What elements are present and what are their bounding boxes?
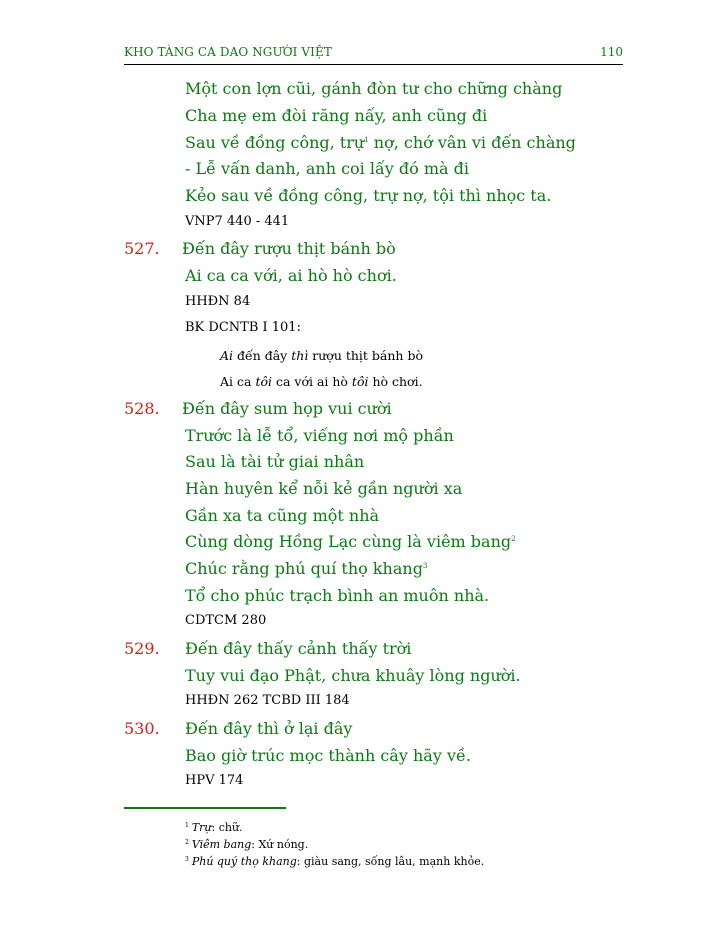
verse-line: Cha mẹ em đòi răng nấy, anh cũng đi [185,106,488,125]
verse-line: Bao giờ trúc mọc thành cây hãy về. [185,746,471,765]
verse-line: Gần xa ta cũng một nhà [185,506,380,525]
source-citation: HPV 174 [185,773,244,788]
verse-line: Đến đây thì ở lại đây [185,719,353,738]
footnote-ref[interactable]: 2 [511,535,516,543]
verse-line: Tuy vui đạo Phật, chưa khuây lòng người. [185,666,521,685]
verse-line: Cùng dòng Hồng Lạc cùng là viêm bang$^2$ [185,532,516,551]
footnote-ref[interactable]: 3 [422,562,428,570]
verse-line: Kẻo sau về đồng công, trự nợ, tội thì nhọc ta. [185,186,552,205]
verse-line: - Lễ vấn danh, anh coi lấy đó mà đi [185,159,470,178]
verse-line: Đến đây rượu thịt bánh bò [182,239,396,258]
footnote: $^1$ Trự: chữ. [185,821,243,834]
entry-number: 528. [124,399,160,418]
verse-line: Đến đây thấy cảnh thấy trời [185,639,412,658]
page-number: 110 [600,45,623,59]
verse-line: Sau về đồng công, trự$^1$ nợ, chớ vân vi đến chàng [185,133,576,152]
footnote: $^3$ Phú quý thọ khang: giàu sang, sống lâu, mạnh khỏe. [185,855,485,868]
footnote-ref[interactable]: 1 [364,136,369,144]
verse-line: Chúc rằng phú quí thọ khang$^3$ [185,559,428,578]
entry-number: 529. [124,639,160,658]
verse-line: Đến đây sum họp vui cười [182,399,392,418]
running-header [124,44,623,65]
verse-line: Một con lợn cũi, gánh đòn tư cho chững chàng [185,79,563,98]
source-citation: CDTCM 280 [185,613,267,628]
source-citation: BK DCNTB I 101: [185,320,301,335]
source-citation: VNP7 440 - 441 [185,214,290,229]
entry-number: 527. [124,239,160,258]
verse-line: Hàn huyên kể nỗi kẻ gần người xa [185,479,463,498]
book-title: KHO TÀNG CA DAO NGƯỜI VIỆT [124,45,332,59]
variant-line: Ai ca tôi ca với ai hò tôi hò chơi. [220,374,423,389]
footnote: $^2$ Viêm bang: Xứ nóng. [185,838,309,851]
source-citation: HHĐN 262 TCBD III 184 [185,693,350,708]
verse-line: Sau là tài tử giai nhân [185,452,365,471]
verse-line: Tổ cho phúc trạch bình an muôn nhà. [185,586,490,605]
entry-number: 530. [124,719,160,738]
footnote-rule [124,807,286,809]
source-citation: HHĐN 84 [185,294,251,309]
verse-line: Trước là lễ tổ, viếng nơi mộ phần [185,426,454,445]
variant-line: Ai đến đây thì rượu thịt bánh bò [220,348,423,363]
verse-line: Ai ca ca với, ai hò hò chơi. [185,266,397,285]
